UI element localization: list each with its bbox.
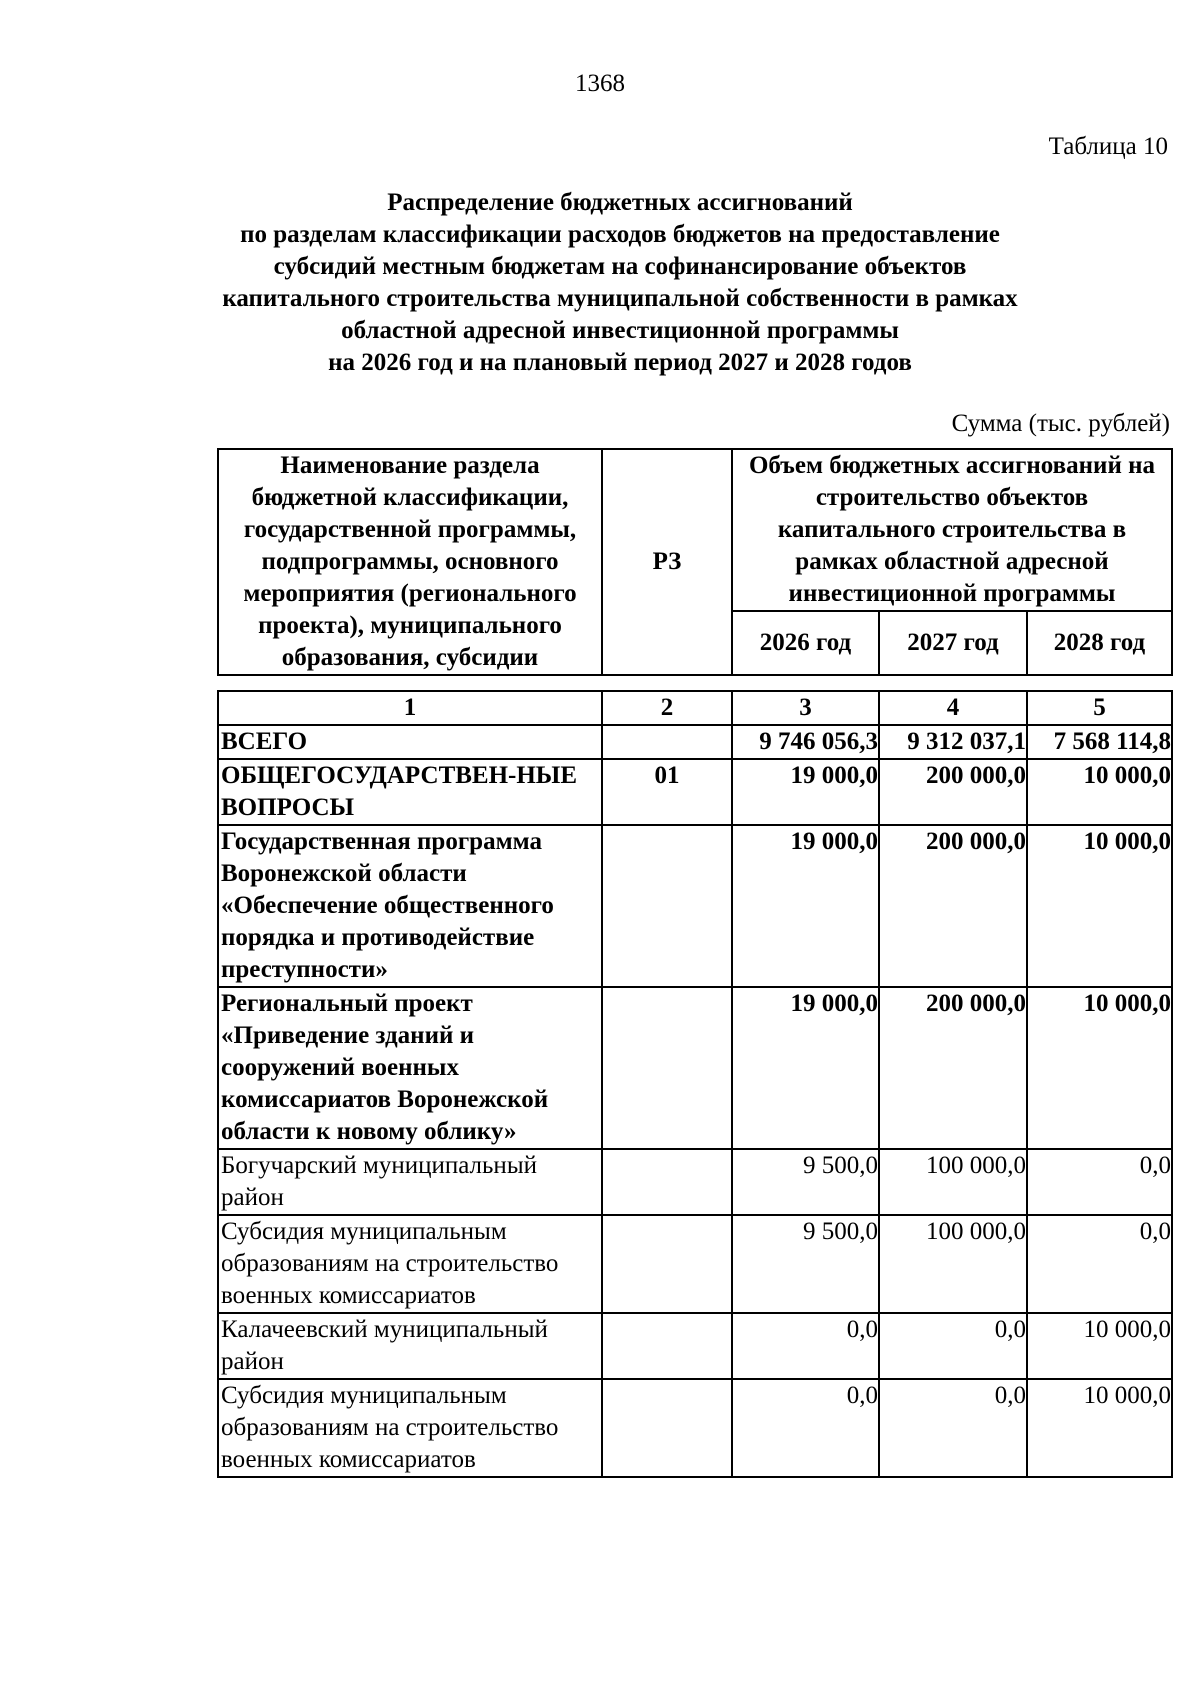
header-year-2028: 2028 год: [1027, 611, 1172, 675]
row-value-2027: 0,0: [879, 1313, 1027, 1379]
row-value-2028: 10 000,0: [1027, 1313, 1172, 1379]
table-row-total: [218, 725, 1172, 759]
row-value-2027: 100 000,0: [879, 1149, 1027, 1215]
title-line: по разделам классификации расходов бюджетов на предоставление: [240, 221, 1000, 248]
table-row: [218, 1379, 1172, 1477]
header-volume-column: Объем бюджетных ассигнований на строительство объектов капитального строительства в рамках областной адресной инвестиционной программы: [732, 449, 1172, 611]
column-number: 1: [218, 691, 602, 725]
budget-table: [217, 690, 1173, 1478]
column-number: 3: [732, 691, 879, 725]
row-value-2026: 0,0: [732, 1313, 879, 1379]
row-value-2027: 200 000,0: [879, 759, 1027, 825]
row-value-2026: 19 000,0: [732, 987, 879, 1149]
column-number-row: [218, 691, 1172, 725]
row-name: Калачеевский муниципальный район: [218, 1313, 602, 1379]
table-row: [218, 1149, 1172, 1215]
row-name: Государственная программа Воронежской области «Обеспечение общественного порядка и противодействие преступности»: [218, 825, 602, 987]
column-number: 5: [1027, 691, 1172, 725]
row-value-2027: 9 312 037,1: [879, 725, 1027, 759]
row-value-2026: 19 000,0: [732, 759, 879, 825]
units-label: Сумма (тыс. рублей): [951, 410, 1170, 437]
row-value-2028: 10 000,0: [1027, 825, 1172, 987]
row-rz: [602, 825, 732, 987]
column-number: 2: [602, 691, 732, 725]
table-header: [217, 448, 1173, 676]
row-value-2028: 10 000,0: [1027, 987, 1172, 1149]
row-value-2026: 19 000,0: [732, 825, 879, 987]
row-value-2028: 10 000,0: [1027, 1379, 1172, 1477]
table-row: [218, 759, 1172, 825]
row-name: ВСЕГО: [218, 725, 602, 759]
row-name: Субсидия муниципальным образованиям на строительство военных комиссариатов: [218, 1379, 602, 1477]
header-year-2027: 2027 год: [879, 611, 1027, 675]
row-rz: [602, 1215, 732, 1313]
row-value-2026: 0,0: [732, 1379, 879, 1477]
row-value-2027: 200 000,0: [879, 987, 1027, 1149]
row-rz: [602, 987, 732, 1149]
row-name: Субсидия муниципальным образованиям на строительство военных комиссариатов: [218, 1215, 602, 1313]
row-value-2026: 9 500,0: [732, 1149, 879, 1215]
title-line: Распределение бюджетных ассигнований: [387, 189, 853, 216]
row-value-2027: 100 000,0: [879, 1215, 1027, 1313]
title-line: на 2026 год и на плановый период 2027 и 2028 годов: [328, 349, 912, 376]
table-label: Таблица 10: [1048, 133, 1168, 160]
table-row: [218, 987, 1172, 1149]
row-value-2026: 9 746 056,3: [732, 725, 879, 759]
row-rz: 01: [602, 759, 732, 825]
row-value-2028: 0,0: [1027, 1149, 1172, 1215]
row-value-2028: 10 000,0: [1027, 759, 1172, 825]
row-rz: [602, 1379, 732, 1477]
table-row: [218, 1215, 1172, 1313]
title-line: субсидий местным бюджетам на софинансирование объектов: [273, 253, 967, 280]
row-value-2028: 7 568 114,8: [1027, 725, 1172, 759]
table-row: [218, 1313, 1172, 1379]
row-rz: [602, 725, 732, 759]
row-name: Региональный проект «Приведение зданий и сооружений военных комиссариатов Воронежской области к новому облику»: [218, 987, 602, 1149]
title-line: капитального строительства муниципальной собственности в рамках: [222, 285, 1018, 312]
row-value-2028: 0,0: [1027, 1215, 1172, 1313]
row-rz: [602, 1149, 732, 1215]
document-title: [150, 187, 1090, 379]
header-name-column: Наименование раздела бюджетной классификации, государственной программы, подпрограммы, основного мероприятия (регионального проекта), муниципального образования, субсидии: [218, 449, 602, 675]
row-value-2027: 200 000,0: [879, 825, 1027, 987]
header-rz-column: РЗ: [602, 449, 732, 675]
column-number: 4: [879, 691, 1027, 725]
header-year-2026: 2026 год: [732, 611, 879, 675]
row-value-2026: 9 500,0: [732, 1215, 879, 1313]
title-line: областной адресной инвестиционной программы: [341, 317, 899, 344]
row-value-2027: 0,0: [879, 1379, 1027, 1477]
row-rz: [602, 1313, 732, 1379]
row-name: ОБЩЕГОСУДАРСТВЕН-НЫЕ ВОПРОСЫ: [218, 759, 602, 825]
table-row: [218, 825, 1172, 987]
row-name: Богучарский муниципальный район: [218, 1149, 602, 1215]
page-number: 1368: [575, 70, 625, 97]
